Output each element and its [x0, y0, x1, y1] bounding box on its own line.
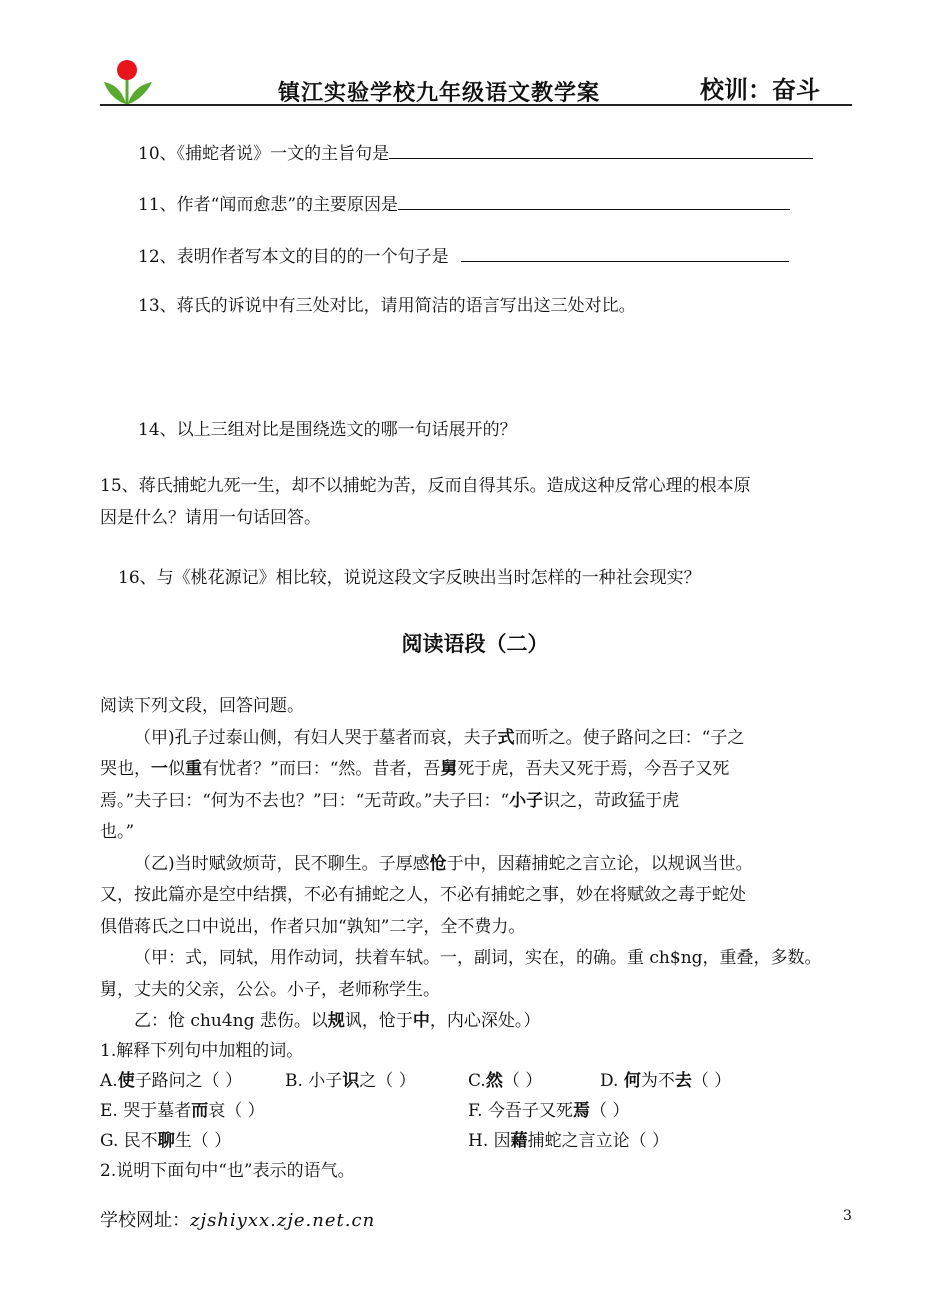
- passage-yi-line1: [134, 849, 753, 881]
- bold-word: 舅: [440, 759, 458, 779]
- bold-word: 中: [412, 1011, 430, 1031]
- text-span: 捕蛇之言立论（ ）: [527, 1131, 670, 1151]
- text-span: 生（ ）: [174, 1131, 232, 1151]
- text-span: ，内心深处。）: [429, 1011, 541, 1031]
- question-13: 13、蒋氏的诉说中有三处对比，请用简洁的语言写出这三处对比。: [138, 296, 636, 316]
- text-span: （甲)孔子过泰山侧，有妇人哭于墓者而哀，夫子: [134, 728, 498, 748]
- question-14: 14、以上三组对比是围绕选文的哪一句话展开的？: [138, 420, 517, 440]
- question-12: [138, 243, 789, 269]
- text-span: G. 民不: [100, 1131, 158, 1151]
- text-span: （乙)当时赋敛烦苛，民不聊生。子厚感: [134, 854, 430, 874]
- bold-word: 去: [674, 1071, 692, 1091]
- text-span: 有忧者？”而曰：“然。昔者，吾: [202, 759, 441, 779]
- text-span: C.: [468, 1071, 486, 1091]
- page-number: 3: [843, 1208, 852, 1224]
- q1-option-C: [468, 1066, 542, 1098]
- bold-word: 小子: [509, 791, 544, 811]
- bold-word: 聊: [157, 1131, 175, 1151]
- text-span: （ ）: [502, 1071, 543, 1091]
- text-span: F. 今吾子又死: [468, 1101, 573, 1121]
- header-motto: 校训：奋斗: [700, 75, 820, 104]
- footer-url[interactable]: zjshiyxx.zje.net.cn: [190, 1210, 376, 1231]
- q1-option-F: [468, 1096, 629, 1128]
- bold-word: 然: [485, 1071, 503, 1091]
- notes-line1: （甲：式，同轼，用作动词，扶着车轼。一，副词，实在，的确。重 ch$ng，重叠，多数。: [134, 948, 822, 968]
- section-title: 阅读语段（二）: [401, 631, 549, 656]
- passage-yi-line2: 又，按此篇亦是空中结撰，不必有捕蛇之人，不必有捕蛇之事，妙在将赋敛之毒于蛇处: [100, 885, 746, 905]
- question-16: 16、与《桃花源记》相比较，说说这段文字反映出当时怎样的一种社会现实？: [118, 568, 701, 588]
- footer-label: 学校网址：: [100, 1210, 190, 1231]
- logo-leaf-left: [104, 82, 126, 104]
- bold-word: 使: [117, 1071, 135, 1091]
- q2-prompt: 2.说明下面句中“也”表示的语气。: [100, 1161, 355, 1181]
- logo-flower: [117, 60, 137, 80]
- question-15-line2: 因是什么？请用一句话回答。: [100, 508, 321, 528]
- passage-jia-line1: [134, 723, 744, 755]
- text-span: D.: [600, 1071, 624, 1091]
- bold-word: 何: [623, 1071, 641, 1091]
- bold-word: 规: [327, 1011, 345, 1031]
- footer-website: [100, 1206, 375, 1232]
- bold-word: 焉: [572, 1101, 590, 1121]
- passage-intro: 阅读下列文段，回答问题。: [100, 696, 304, 716]
- text-span: 讽，怆于: [344, 1011, 413, 1031]
- text-span: 识之，苛政猛于虎: [543, 791, 680, 811]
- q1-option-A: [100, 1066, 242, 1098]
- bold-word: 一: [151, 759, 168, 779]
- text-span: （ ）: [589, 1101, 630, 1121]
- text-span: 焉。”夫子曰：“何为不去也？”曰：“无苛政。”夫子曰：“: [100, 791, 510, 811]
- text-span: 为不: [640, 1071, 675, 1091]
- question-11: [138, 191, 790, 217]
- passage-jia-line3: [100, 786, 679, 818]
- text-span: 子路问之（ ）: [134, 1071, 243, 1091]
- answer-blank-11[interactable]: [398, 191, 790, 210]
- text-span: 哭也，: [100, 759, 151, 779]
- passage-jia-line4: 也。”: [100, 822, 135, 842]
- text-span: E. 哭于墓者: [100, 1101, 192, 1121]
- question-12-text: 12、表明作者写本文的目的的一个句子是: [138, 247, 449, 267]
- question-10-text: 10、《捕蛇者说》一文的主旨句是: [138, 144, 390, 164]
- q1-option-E: [100, 1096, 265, 1128]
- q1-prompt: 1.解释下列句中加粗的词。: [100, 1041, 304, 1061]
- text-span: 而听之。使子路问之曰：“子之: [514, 728, 745, 748]
- question-11-text: 11、作者“闻而愈悲”的主要原因是: [138, 195, 399, 215]
- text-span: 似: [168, 759, 185, 779]
- bold-word: 藉: [510, 1131, 528, 1151]
- text-span: （ ）: [691, 1071, 732, 1091]
- passage-jia-line2: [100, 754, 729, 786]
- school-logo: [100, 58, 156, 106]
- text-span: B. 小子: [285, 1071, 343, 1091]
- text-span: H. 因: [468, 1131, 511, 1151]
- text-span: 之（ ）: [359, 1071, 416, 1091]
- notes-line3: [134, 1006, 540, 1038]
- bold-word: 而: [191, 1101, 209, 1121]
- bold-word: 识: [342, 1071, 360, 1091]
- text-span: 于中，因藉捕蛇之言立论，以规讽当世。: [446, 854, 753, 874]
- q1-option-B: [285, 1066, 416, 1098]
- text-span: 死于虎，吾夫又死于焉，今吾子又死: [457, 759, 730, 779]
- answer-blank-10[interactable]: [389, 140, 813, 159]
- q1-option-D: [600, 1066, 731, 1098]
- passage-yi-line3: 俱借蒋氏之口中说出，作者只加“孰知”二字，全不费力。: [100, 917, 526, 937]
- text-span: 乙：怆 chu4ng 悲伤。以: [134, 1011, 328, 1031]
- header-title: 镇江实验学校九年级语文教学案: [278, 80, 601, 106]
- logo-leaf-right: [128, 82, 152, 104]
- q1-option-H: [468, 1126, 669, 1158]
- question-15-line1: 15、蒋氏捕蛇九死一生，却不以捕蛇为苦，反而自得其乐。造成这种反常心理的根本原: [100, 476, 751, 496]
- text-span: 哀（ ）: [208, 1101, 265, 1121]
- bold-word: 重: [185, 759, 202, 779]
- header-divider: [100, 104, 852, 106]
- question-10: [138, 140, 813, 166]
- answer-blank-12[interactable]: [461, 243, 789, 262]
- q1-option-G: [100, 1126, 231, 1158]
- notes-line2: 舅，丈夫的父亲，公公。小子，老师称学生。: [100, 980, 440, 1000]
- bold-word: 怆: [429, 854, 447, 874]
- text-span: A.: [100, 1071, 118, 1091]
- bold-word: 式: [497, 728, 515, 748]
